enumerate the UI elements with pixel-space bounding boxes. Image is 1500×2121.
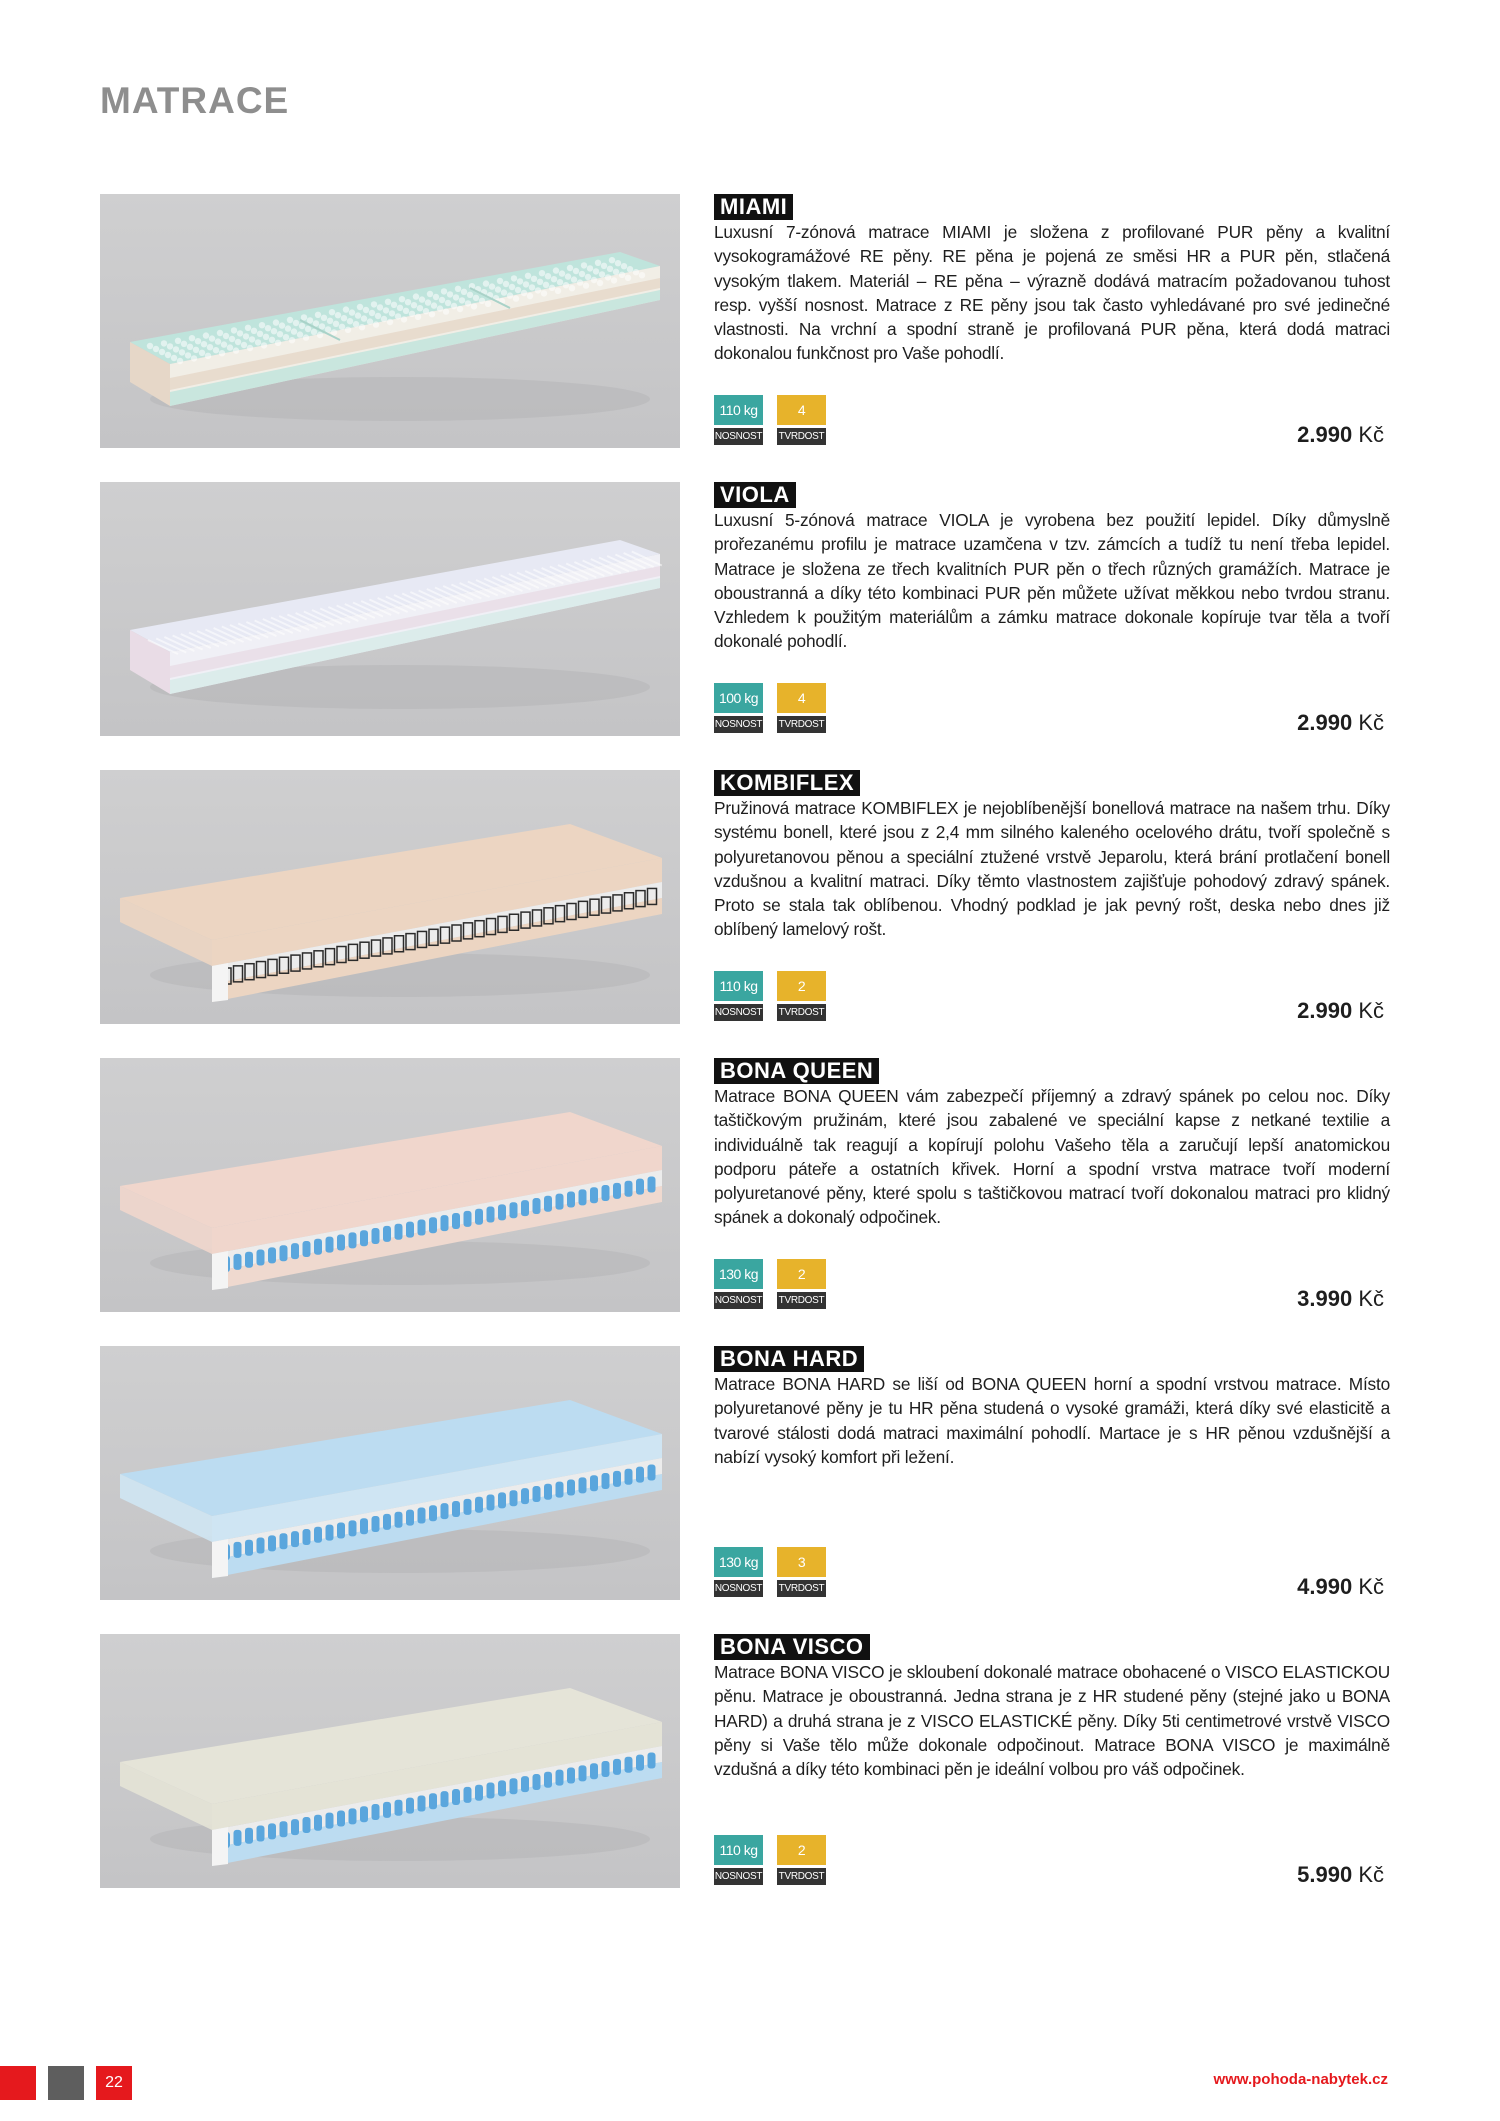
mattress-pocket-spring-icon [100, 1634, 680, 1888]
product-price [1297, 998, 1384, 1024]
price-currency: Kč [1358, 422, 1384, 447]
price-currency: Kč [1358, 1862, 1384, 1887]
capacity-value: 110 kg [714, 395, 763, 425]
product-bona-visco [100, 1634, 1390, 1888]
firmness-badge [777, 1259, 826, 1309]
product-description: Pružinová matrace KOMBIFLEX je nejoblíbenější bonellová matrace na našem trhu. Díky systému bonell, které jsou z 2,4 mm silného kaleného ocelového drátu, tvoří společně s polyuretanovou pěnou a speciální ztužené vrstvě Jeparolu, která brání protlačení bonell vzdušnou a kvalitní matraci. Díky těmto vlastnostem zajišťuje pohodový zdravý spánek. Proto se stala tak oblíbenou. Vhodný podklad je jak pevný rošt, deska nebo dnes již oblíbený lamelový rošt. [714, 798, 1390, 940]
firmness-caption: TVRDOST [777, 716, 826, 733]
product-name: MIAMI [714, 194, 793, 220]
firmness-badge [777, 683, 826, 733]
capacity-caption: NOSNOST [714, 1868, 763, 1885]
footer-gray-block [48, 2066, 84, 2100]
product-photo [100, 770, 680, 1024]
mattress-bonell-spring-icon [100, 770, 680, 1024]
product-description: Luxusní 5-zónová matrace VIOLA je vyrobena bez použití lepidel. Díky důmyslně prořezanému profilu je matrace uzamčena v tzv. zámcích a tudíž tu není třeba lepidel. Matrace je složena ze třech kvalitních PUR pěn o třech různých gramážích. Matrace je oboustranná a díky této kombinaci PUR pěn můžete užívat měkkou nebo tvrdou stranu. Vzhledem k použitým materiálům a zámku matrace dokonale kopíruje tvar těla a tvoří dokonalé pohodlí. [714, 510, 1390, 652]
price-amount: 2.990 [1297, 422, 1353, 447]
mattress-pocket-spring-icon [100, 1058, 680, 1312]
capacity-value: 100 kg [714, 683, 763, 713]
product-price [1297, 1862, 1384, 1888]
price-currency: Kč [1358, 710, 1384, 735]
product-name: BONA QUEEN [714, 1058, 879, 1084]
firmness-caption: TVRDOST [777, 1292, 826, 1309]
firmness-value: 4 [777, 395, 826, 425]
product-name: VIOLA [714, 482, 796, 508]
website-link[interactable]: www.pohoda-nabytek.cz [1213, 2071, 1388, 2088]
product-price [1297, 1286, 1384, 1312]
firmness-caption: TVRDOST [777, 428, 826, 445]
price-currency: Kč [1358, 998, 1384, 1023]
capacity-badge [714, 971, 763, 1021]
capacity-badge [714, 1547, 763, 1597]
firmness-badge [777, 971, 826, 1021]
capacity-caption: NOSNOST [714, 428, 763, 445]
capacity-caption: NOSNOST [714, 1004, 763, 1021]
mattress-pocket-spring-icon [100, 1346, 680, 1600]
footer-red-block [0, 2066, 36, 2100]
product-description: Matrace BONA QUEEN vám zabezpečí příjemný a zdravý spánek po celou noc. Díky taštičkovým pružinám, které jsou zabalené ve speciální kapse z netkané textilie a individuálně tak reagují a kopírují polohu Vašeho těla a zaručují lepší anatomickou podporu páteře a ostatních křivek. Horní a spodní vrstva matrace tvoří moderní polyuretanové pěny, které spolu s taštičkovou matrací tvoří dokonalou matraci pro klidný spánek a dokonalý odpočinek. [714, 1086, 1390, 1228]
product-bona-hard [100, 1346, 1390, 1600]
price-amount: 5.990 [1297, 1862, 1353, 1887]
product-info [714, 194, 1390, 448]
product-kombiflex [100, 770, 1390, 1024]
mattress-foam-wave-icon [100, 482, 680, 736]
product-description: Luxusní 7-zónová matrace MIAMI je složena z profilované PUR pěny a kvalitní vysokogramážové RE pěny. RE pěna je pojená ze směsi HR a PUR pěn, stlačená vysokým tlakem. Materiál – RE pěna – výrazně dodává matracím požadovanou tuhost resp. vyšší nosnost. Matrace z RE pěny jsou tak často vyhledávané pro své jedinečné vlastnosti. Na vrchní a spodní straně je profilovaná PUR pěna, která dodá matraci dokonalou funkčnost pro Vaše pohodlí. [714, 222, 1390, 364]
page-title: MATRACE [100, 80, 290, 121]
product-description: Matrace BONA VISCO je skloubení dokonalé matrace obohacené o VISCO ELASTICKOU pěnu. Matrace je oboustranná. Jedna strana je z HR studené pěny (stejné jako u BONA HARD) a druhá strana je z VISCO ELASTICKÉ pěny. Díky 5ti centimetrové vrstvě VISCO pěny si Vaše tělo může dokonale odpočinout. Matrace BONA VISCO je maximálně vzdušná a díky této kombinaci pěn je ideální volbou pro váš odpočinek. [714, 1662, 1390, 1780]
product-photo [100, 1634, 680, 1888]
firmness-value: 4 [777, 683, 826, 713]
capacity-caption: NOSNOST [714, 716, 763, 733]
page-number: 22 [96, 2066, 132, 2100]
capacity-value: 130 kg [714, 1547, 763, 1577]
capacity-badge [714, 1259, 763, 1309]
product-name: BONA VISCO [714, 1634, 870, 1660]
firmness-value: 3 [777, 1547, 826, 1577]
price-amount: 2.990 [1297, 998, 1353, 1023]
product-photo [100, 194, 680, 448]
product-name: BONA HARD [714, 1346, 864, 1372]
capacity-value: 130 kg [714, 1259, 763, 1289]
product-photo [100, 482, 680, 736]
product-info [714, 770, 1390, 1024]
firmness-caption: TVRDOST [777, 1580, 826, 1597]
firmness-badge [777, 395, 826, 445]
capacity-caption: NOSNOST [714, 1580, 763, 1597]
capacity-badge [714, 683, 763, 733]
firmness-value: 2 [777, 971, 826, 1001]
firmness-value: 2 [777, 1835, 826, 1865]
product-info [714, 1634, 1390, 1888]
firmness-badge [777, 1547, 826, 1597]
product-photo [100, 1058, 680, 1312]
firmness-value: 2 [777, 1259, 826, 1289]
capacity-caption: NOSNOST [714, 1292, 763, 1309]
mattress-foam-profiled-icon [100, 194, 680, 448]
product-info [714, 1346, 1390, 1600]
capacity-value: 110 kg [714, 1835, 763, 1865]
product-photo [100, 1346, 680, 1600]
product-name: KOMBIFLEX [714, 770, 860, 796]
price-amount: 2.990 [1297, 710, 1353, 735]
price-amount: 3.990 [1297, 1286, 1353, 1311]
capacity-value: 110 kg [714, 971, 763, 1001]
capacity-badge [714, 1835, 763, 1885]
price-currency: Kč [1358, 1574, 1384, 1599]
capacity-badge [714, 395, 763, 445]
product-price [1297, 710, 1384, 736]
firmness-caption: TVRDOST [777, 1868, 826, 1885]
price-amount: 4.990 [1297, 1574, 1353, 1599]
firmness-caption: TVRDOST [777, 1004, 826, 1021]
product-info [714, 482, 1390, 736]
firmness-badge [777, 1835, 826, 1885]
product-price [1297, 1574, 1384, 1600]
product-miami [100, 194, 1390, 448]
product-description: Matrace BONA HARD se liší od BONA QUEEN horní a spodní vrstvou matrace. Místo polyuretanové pěny je tu HR pěna studená o vysoké gramáži, která díky své elasticitě a tvarové stálosti dodá matraci maximální pohodlí. Martace je s HR pěnou vzdušnější a nabízí vysoký komfort při ležení. [714, 1374, 1390, 1467]
price-currency: Kč [1358, 1286, 1384, 1311]
product-price [1297, 422, 1384, 448]
product-bona-queen [100, 1058, 1390, 1312]
product-viola [100, 482, 1390, 736]
product-info [714, 1058, 1390, 1312]
